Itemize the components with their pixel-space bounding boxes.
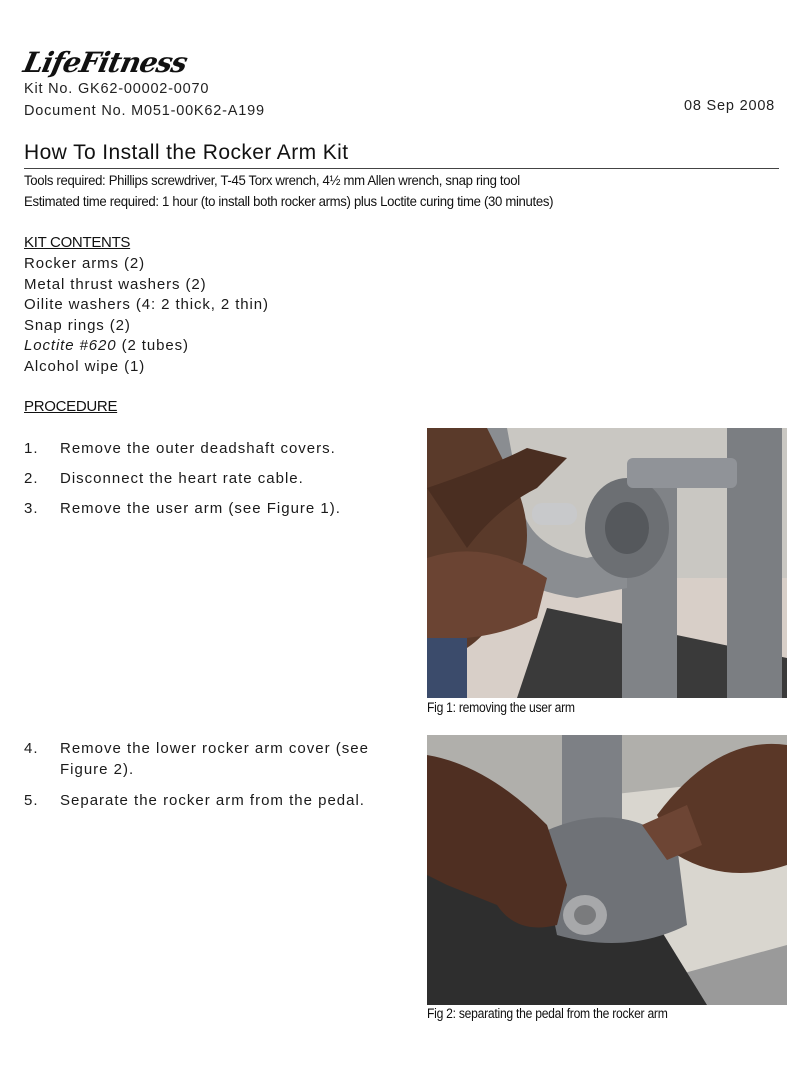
figure-2-caption: Fig 2: separating the pedal from the rocker arm — [427, 1006, 668, 1021]
figure-2-photo — [427, 735, 787, 1005]
step-text: Remove the lower rocker arm cover (see Figure 2). — [60, 740, 369, 778]
tools-required: Tools required: Phillips screwdriver, T-45 Torx wrench, 4½ mm Allen wrench, snap ring tool — [24, 172, 520, 188]
figure-2-illustration — [427, 735, 787, 1005]
figure-1-photo — [427, 428, 787, 698]
step-number: 5. — [24, 792, 39, 809]
list-item: Metal thrust washers (2) — [24, 275, 207, 293]
kit-contents-heading: KIT CONTENTS — [24, 234, 131, 251]
list-item: Alcohol wipe (1) — [24, 357, 146, 375]
loctite-qty: (2 tubes) — [116, 337, 189, 354]
kit-contents-list — [24, 254, 269, 377]
step-text: Remove the user arm (see Figure 1). — [60, 500, 341, 517]
page-title: How To Install the Rocker Arm Kit — [24, 141, 779, 169]
loctite-name: Loctite #620 — [24, 337, 117, 354]
list-item-loctite — [24, 336, 269, 357]
step-text: Disconnect the heart rate cable. — [60, 470, 304, 487]
step-number: 4. — [24, 740, 39, 757]
step-number: 3. — [24, 500, 39, 517]
list-item: Oilite washers (4: 2 thick, 2 thin) — [24, 296, 269, 313]
figure-1-caption: Fig 1: removing the user arm — [427, 700, 575, 715]
time-required: Estimated time required: 1 hour (to install both rocker arms) plus Loctite curing time (30 minutes) — [24, 193, 554, 209]
list-item: Snap rings (2) — [24, 316, 131, 334]
step-number: 1. — [24, 440, 39, 457]
document-date: 08 Sep 2008 — [684, 98, 776, 114]
step-text: Remove the outer deadshaft covers. — [60, 440, 336, 457]
step-text: Separate the rocker arm from the pedal. — [60, 792, 365, 809]
procedure-heading: PROCEDURE — [24, 398, 118, 415]
kit-number: Kit No. GK62-00002-0070 — [24, 81, 210, 97]
lifefitness-logo: LifeFitness — [20, 46, 190, 79]
figure-1-illustration — [427, 428, 787, 698]
step-number: 2. — [24, 470, 39, 487]
document-number: Document No. M051-00K62-A199 — [24, 103, 265, 119]
list-item: Rocker arms (2) — [24, 255, 146, 272]
requirements — [24, 170, 553, 212]
